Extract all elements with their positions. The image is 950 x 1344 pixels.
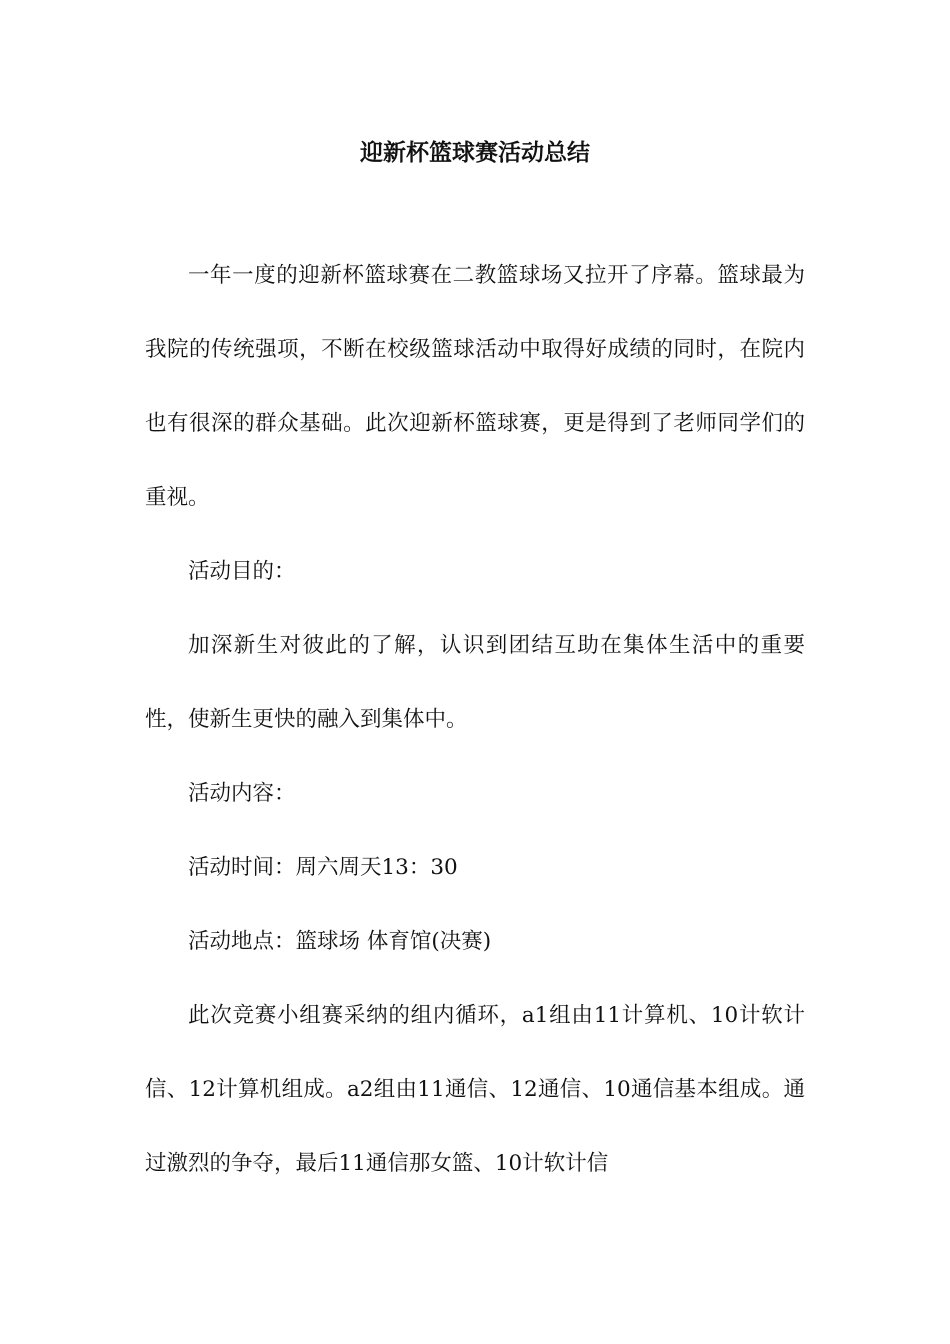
paragraph-competition: 此次竞赛小组赛采纳的组内循环，a1组由11计算机、10计软计信、12计算机组成。a2组由11通信、12通信、10通信基本组成。通过激烈的争夺，最后11通信那女篮、10计软计信 — [145, 1003, 805, 1176]
paragraph-activity-purpose: 加深新生对彼此的了解，认识到团结互助在集体生活中的重要性，使新生更快的融入到集体中。 — [145, 633, 805, 732]
activity-time: 活动时间：周六周天13：30 — [188, 855, 458, 880]
heading-activity-purpose: 活动目的： — [188, 559, 296, 584]
document-title: 迎新杯篮球赛活动总结 — [360, 139, 590, 166]
paragraph-intro: 一年一度的迎新杯篮球赛在二教篮球场又拉开了序幕。篮球最为我院的传统强项，不断在校级篮球活动中取得好成绩的同时，在院内也有很深的群众基础。此次迎新杯篮球赛，更是得到了老师同学们的重视。 — [145, 263, 805, 510]
heading-activity-content: 活动内容： — [188, 781, 296, 806]
activity-location: 活动地点：篮球场 体育馆(决赛) — [188, 929, 492, 954]
